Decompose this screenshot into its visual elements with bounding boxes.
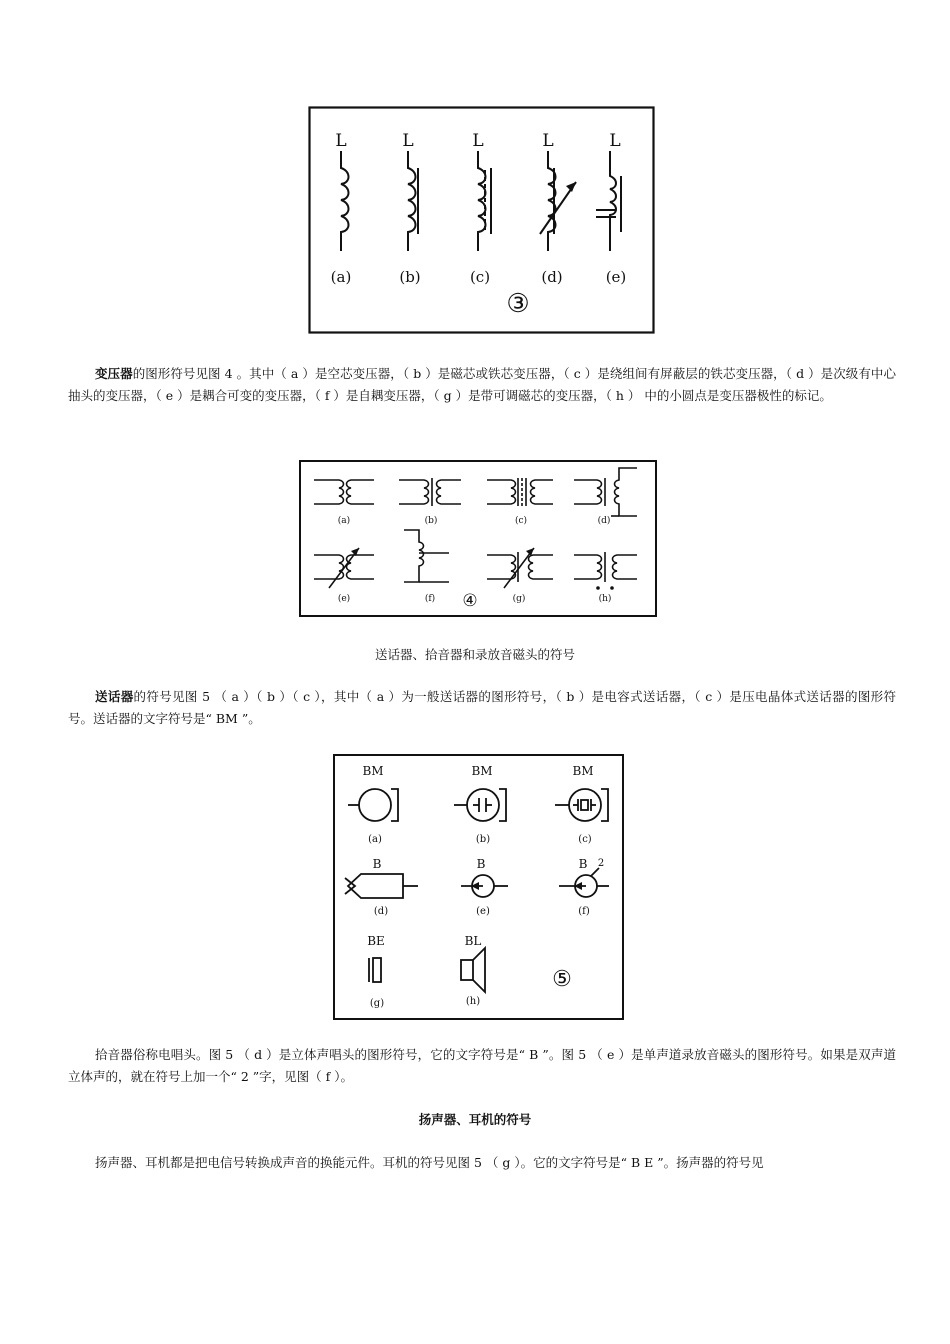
figure-5-number: ⑤ xyxy=(552,967,572,992)
figure-5-caption-f: (f) xyxy=(578,906,590,917)
figure-5-label-f: B xyxy=(578,857,588,871)
figure-3-caption-b: (b) xyxy=(399,268,421,286)
figure-3-label-d: L xyxy=(542,131,554,151)
figure-4-caption-a: (a) xyxy=(337,516,351,526)
paragraph-pickup: 拾音器俗称电唱头。图 5 （ d ）是立体声唱头的图形符号，它的文字符号是“ B ”。图 5 （ e ）是单声道录放音磁头的图形符号。如果是双声道立体声的，就在符号上加一个“ 2 ”字，见图（ f ）。 xyxy=(68,1047,896,1084)
figure-4-caption-e: (e) xyxy=(337,594,351,604)
figure-3-label-e: L xyxy=(609,131,621,151)
figure-3-svg xyxy=(308,106,655,334)
figure-3-label-b: L xyxy=(402,131,414,151)
figure-5-label-b: BM xyxy=(471,764,493,778)
heading-microphone: 送话器、拾音器和录放音磁头的符号 xyxy=(374,647,575,662)
figure-3-label-a: L xyxy=(335,131,347,151)
figure-4-caption-f: (f) xyxy=(424,594,436,604)
figure-3-caption-d: (d) xyxy=(541,268,563,286)
figure-3-caption-a: (a) xyxy=(330,268,352,286)
figure-4-caption-c: (c) xyxy=(514,516,528,526)
figure-4-number: ④ xyxy=(462,591,478,611)
paragraph-microphone-text: 的符号见图 5 （ a ）（ b ）（ c ），其中（ a ）为一般送话器的图形符号，（ b ）是电容式送话器，（ c ）是压电晶体式送话器的图形符号。送话器的文字符号是“ BM ”。 xyxy=(68,689,896,726)
paragraph-microphone xyxy=(68,686,896,730)
figure-5-caption-g: (g) xyxy=(369,998,385,1009)
figure-5-transducers xyxy=(333,754,624,1020)
paragraph-transformer xyxy=(68,363,896,407)
figure-5-label-e: B xyxy=(476,857,486,871)
figure-5-label-g: BE xyxy=(367,934,385,948)
figure-5-caption-b: (b) xyxy=(475,834,491,845)
figure-4-caption-g: (g) xyxy=(512,594,526,604)
figure-5-caption-a: (a) xyxy=(368,834,382,845)
figure-5-label-c: BM xyxy=(572,764,594,778)
figure-4-caption-d: (d) xyxy=(597,516,611,526)
figure-5-svg xyxy=(333,754,624,1020)
figure-5-sup-2: 2 xyxy=(597,858,605,869)
figure-5-label-a: BM xyxy=(362,764,384,778)
figure-3-inductors xyxy=(308,106,655,334)
figure-5-label-h: BL xyxy=(464,934,482,948)
figure-3-number: ③ xyxy=(506,289,530,319)
figure-5-caption-d: (d) xyxy=(373,906,389,917)
figure-5-caption-c: (c) xyxy=(578,834,592,845)
figure-4-svg xyxy=(299,460,657,617)
figure-4-caption-h: (h) xyxy=(598,594,612,604)
figure-3-label-c: L xyxy=(472,131,484,151)
figure-5-caption-h: (h) xyxy=(465,996,481,1007)
paragraph-speaker: 扬声器、耳机都是把电信号转换成声音的换能元件。耳机的符号见图 5 （ g ）。它的文字符号是“ B E ”。扬声器的符号见 xyxy=(95,1155,764,1170)
figure-4-caption-b: (b) xyxy=(424,516,438,526)
figure-3-caption-e: (e) xyxy=(605,268,627,286)
figure-3-caption-c: (c) xyxy=(469,268,491,286)
term-microphone: 送话器 xyxy=(95,689,134,704)
figure-5-label-d: B xyxy=(372,857,382,871)
heading-speaker: 扬声器、耳机的符号 xyxy=(418,1112,532,1127)
figure-4-transformers xyxy=(299,460,657,617)
paragraph-transformer-text: 的图形符号见图 4 。其中（ a ）是空芯变压器，（ b ）是磁芯或铁芯变压器，（ c ）是绕组间有屏蔽层的铁芯变压器，（ d ）是次级有中心抽头的变压器，（ e ）是耦合可变的变压器，（ f ）是自耦变压器，（ g ）是带可调磁芯的变压器，（ h ） 中的小圆点是变压器极性的标记。 xyxy=(68,366,896,403)
figure-5-caption-e: (e) xyxy=(476,906,490,917)
term-transformer: 变压器 xyxy=(95,366,133,381)
